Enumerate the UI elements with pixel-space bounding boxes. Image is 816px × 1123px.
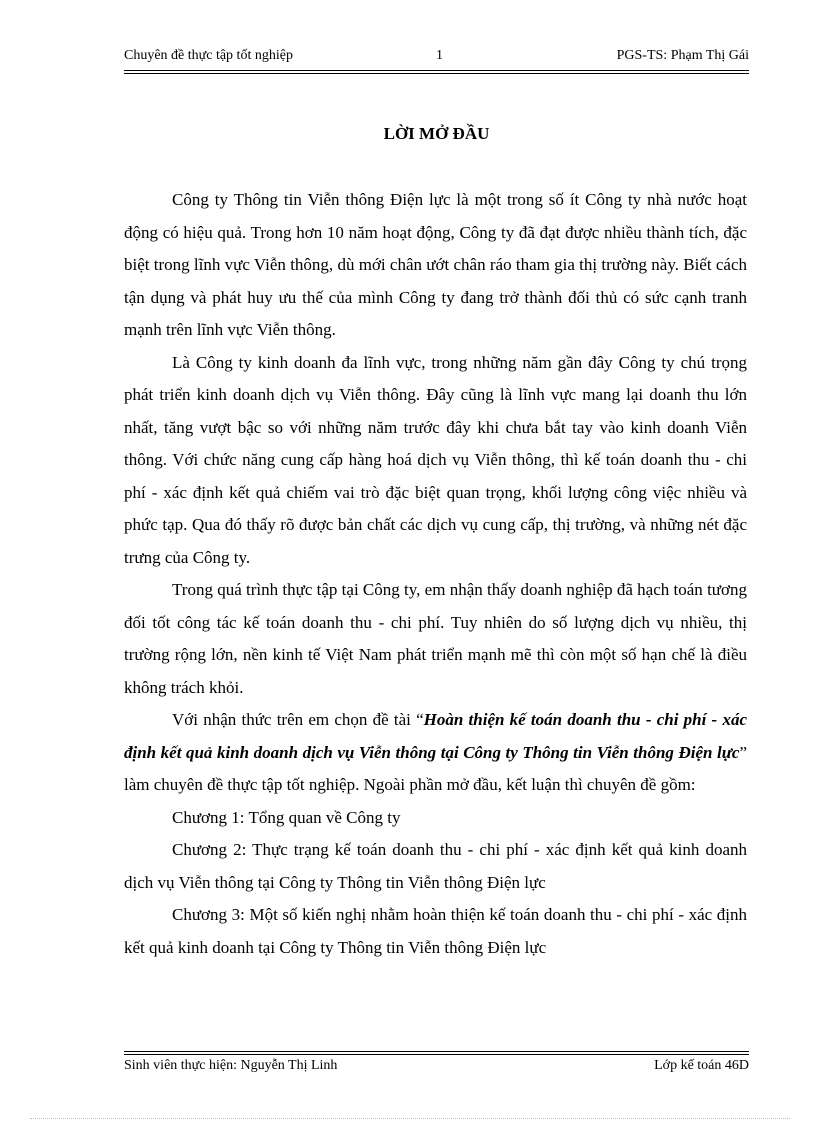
document-body: [124, 184, 747, 964]
topic-trailing-text: ” làm chuyên đề thực tập tốt nghiệp. Ngoài phần mở đầu, kết luận thì chuyên đề gồm:: [124, 742, 747, 794]
footer-student: Sinh viên thực hiện: Nguyễn Thị Linh: [124, 1058, 338, 1073]
topic-lead-text: Với nhận thức trên em chọn đề tài “: [172, 710, 424, 729]
chapter-2-item: Chương 2: Thực trạng kế toán doanh thu - chi phí - xác định kết quả kinh doanh dịch vụ Viễn thông tại Công ty Thông tin Viễn thông Điện lực: [124, 840, 747, 892]
paragraph-intro: Công ty Thông tin Viễn thông Điện lực là một trong số ít Công ty nhà nước hoạt động có hiệu quả. Trong hơn 10 năm hoạt động, Công ty đã đạt được nhiều thành tích, đặc biệt trong lĩnh vực Viễn thông, dù mới chân ướt chân ráo tham gia thị trường này. Biết cách tận dụng và phát huy ưu thế của mình Công ty đang trở thành đối thủ có sức cạnh tranh mạnh trên lĩnh vực Viễn thông.: [124, 190, 747, 339]
chapter-3-item: Chương 3: Một số kiến nghị nhằm hoàn thiện kế toán doanh thu - chi phí - xác định kết quả kinh doanh tại Công ty Thông tin Viễn thông Điện lực: [124, 905, 747, 957]
page-bottom-border: [30, 1118, 790, 1119]
paragraph-internship: Trong quá trình thực tập tại Công ty, em nhận thấy doanh nghiệp đã hạch toán tương đối tốt công tác kế toán doanh thu - chi phí. Tuy nhiên do số lượng dịch vụ nhiều, thị trường rộng lớn, nền kinh tế Việt Nam phát triển mạnh mẽ thì còn một số hạn chế là điều không trách khỏi.: [124, 580, 747, 697]
page-footer: [124, 1058, 749, 1078]
footer-class: Lớp kế toán 46D: [654, 1058, 749, 1073]
page-header: [124, 48, 749, 70]
paragraph-business: Là Công ty kinh doanh đa lĩnh vực, trong những năm gần đây Công ty chú trọng phát triển kinh doanh dịch vụ Viễn thông. Đây cũng là lĩnh vực mang lại doanh thu lớn nhất, tăng vượt bậc so với những năm trước đây khi chưa bắt tay vào kinh doanh Viễn thông. Với chức năng cung cấp hàng hoá dịch vụ Viễn thông, thì kế toán doanh thu - chi phí - xác định kết quả chiếm vai trò đặc biệt quan trọng, khối lượng công việc nhiều và phức tạp. Qua đó thấy rõ được bản chất các dịch vụ cung cấp, thị trường, và những nét đặc trưng của Công ty.: [124, 352, 747, 567]
chapter-1-item: Chương 1: Tổng quan về Công ty: [172, 807, 401, 827]
header-document-type: Chuyên đề thực tập tốt nghiệp: [124, 48, 293, 63]
footer-rule-double: [124, 1054, 749, 1055]
footer-rule: [124, 1051, 749, 1052]
page-number: 1: [436, 48, 443, 63]
thesis-topic: Hoàn thiện kế toán doanh thu - chi phí - xác định kết quả kinh doanh dịch vụ Viễn thông tại Công ty Thông tin Viễn thông Điện lực: [124, 710, 747, 762]
header-supervisor: PGS-TS: Phạm Thị Gái: [616, 48, 749, 63]
paragraph-topic: [124, 704, 747, 802]
header-rule-double: [124, 73, 749, 74]
header-rule: [124, 70, 749, 71]
page-title: LỜI MỞ ĐẦU: [383, 124, 490, 143]
